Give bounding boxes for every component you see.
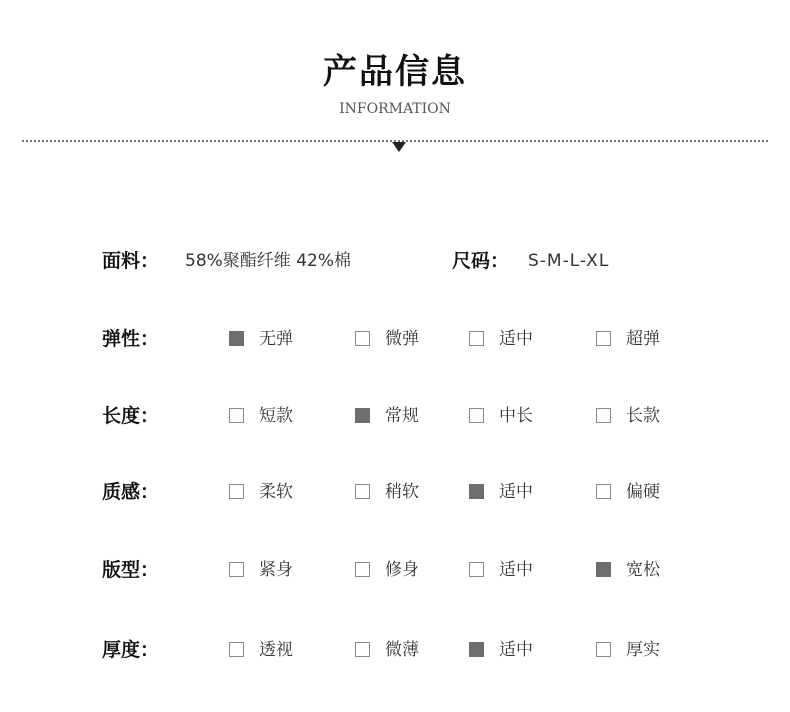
option-checkbox[interactable] (596, 402, 726, 430)
checkbox-icon[interactable] (229, 642, 244, 657)
option-checkbox[interactable] (229, 636, 359, 664)
attribute-row-texture (0, 478, 790, 506)
checkbox-icon[interactable] (596, 484, 611, 499)
option-checkbox[interactable] (229, 556, 359, 584)
checkbox-icon[interactable] (229, 562, 244, 577)
option-label: 透视 (259, 640, 293, 660)
option-checkbox[interactable] (596, 636, 726, 664)
checkbox-icon[interactable] (229, 484, 244, 499)
option-label: 短款 (259, 406, 293, 426)
size-value: S-M-L-XL (528, 251, 610, 271)
triangle-down-icon (392, 142, 406, 152)
option-label: 柔软 (259, 482, 293, 502)
option-label: 适中 (499, 482, 533, 502)
option-label: 无弹 (259, 329, 293, 349)
option-label: 宽松 (626, 560, 660, 580)
attribute-row-fit (0, 556, 790, 584)
option-checkbox[interactable] (469, 402, 599, 430)
option-label: 适中 (499, 640, 533, 660)
option-checkbox[interactable] (469, 556, 599, 584)
option-label: 适中 (499, 329, 533, 349)
option-checkbox[interactable] (229, 325, 359, 353)
option-checkbox[interactable] (355, 478, 485, 506)
option-label: 偏硬 (626, 482, 660, 502)
checkbox-icon[interactable] (355, 408, 370, 423)
option-label: 修身 (385, 560, 419, 580)
attribute-label: 版型： (102, 559, 160, 581)
checkbox-icon[interactable] (229, 408, 244, 423)
checkbox-icon[interactable] (355, 642, 370, 657)
option-label: 超弹 (626, 329, 660, 349)
option-label: 微薄 (385, 640, 419, 660)
option-label: 微弹 (385, 329, 419, 349)
option-checkbox[interactable] (355, 325, 485, 353)
fabric-size-row (0, 247, 790, 275)
attribute-row-elasticity (0, 325, 790, 353)
page-subtitle: INFORMATION (339, 101, 451, 117)
attribute-label: 质感： (102, 481, 160, 503)
checkbox-icon[interactable] (596, 408, 611, 423)
option-checkbox[interactable] (355, 636, 485, 664)
attribute-label: 厚度： (102, 639, 160, 661)
size-label: 尺码： (452, 250, 510, 272)
fabric-label: 面料： (102, 250, 160, 272)
option-label: 厚实 (626, 640, 660, 660)
checkbox-icon[interactable] (355, 331, 370, 346)
checkbox-icon[interactable] (355, 484, 370, 499)
option-label: 紧身 (259, 560, 293, 580)
checkbox-icon[interactable] (229, 331, 244, 346)
option-label: 长款 (626, 406, 660, 426)
checkbox-icon[interactable] (596, 642, 611, 657)
option-label: 稍软 (385, 482, 419, 502)
checkbox-icon[interactable] (469, 562, 484, 577)
option-checkbox[interactable] (355, 402, 485, 430)
checkbox-icon[interactable] (469, 642, 484, 657)
option-label: 中长 (499, 406, 533, 426)
attribute-row-thickness (0, 636, 790, 664)
checkbox-icon[interactable] (469, 408, 484, 423)
attribute-label: 弹性： (102, 328, 160, 350)
option-checkbox[interactable] (229, 478, 359, 506)
option-checkbox[interactable] (469, 478, 599, 506)
option-checkbox[interactable] (596, 478, 726, 506)
option-checkbox[interactable] (469, 636, 599, 664)
page-title: 产品信息 (323, 52, 467, 92)
fabric-value: 58%聚酯纤维 42%棉 (185, 251, 351, 271)
option-checkbox[interactable] (596, 325, 726, 353)
checkbox-icon[interactable] (469, 331, 484, 346)
option-checkbox[interactable] (469, 325, 599, 353)
attribute-label: 长度： (102, 405, 160, 427)
option-label: 适中 (499, 560, 533, 580)
attribute-row-length (0, 402, 790, 430)
checkbox-icon[interactable] (469, 484, 484, 499)
option-label: 常规 (385, 406, 419, 426)
checkbox-icon[interactable] (596, 331, 611, 346)
option-checkbox[interactable] (229, 402, 359, 430)
option-checkbox[interactable] (355, 556, 485, 584)
checkbox-icon[interactable] (596, 562, 611, 577)
checkbox-icon[interactable] (355, 562, 370, 577)
option-checkbox[interactable] (596, 556, 726, 584)
